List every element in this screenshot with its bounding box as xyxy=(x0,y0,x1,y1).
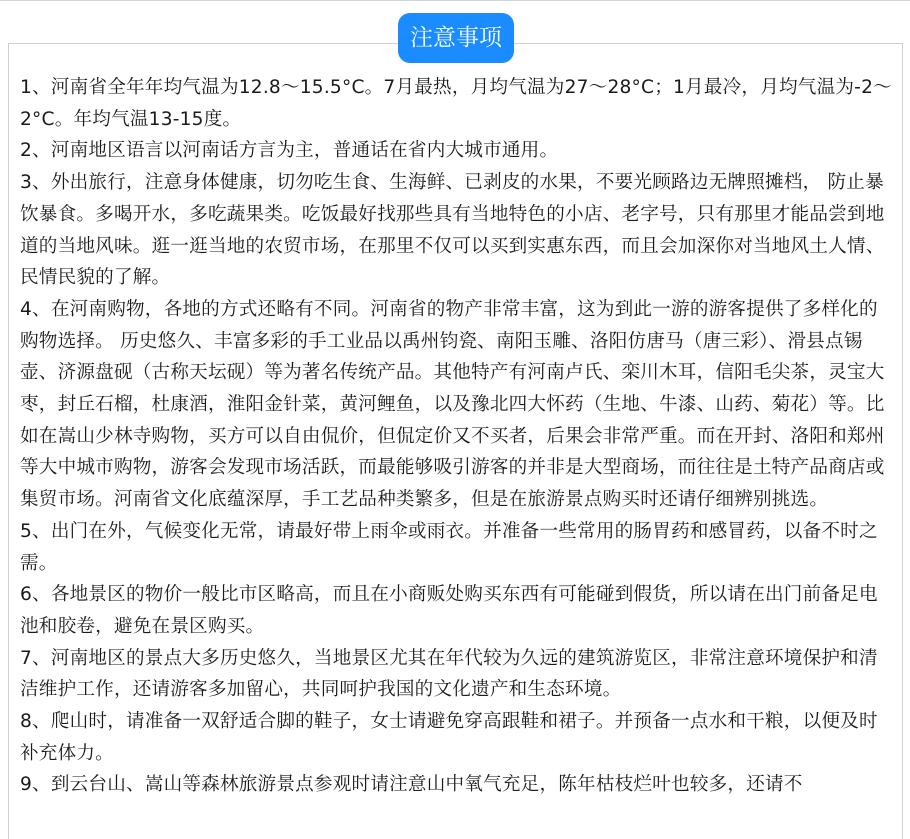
notes-list xyxy=(20,72,894,801)
list-item: 3、外出旅行，注意身体健康，切勿吃生食、生海鲜、已剥皮的水果，不要光顾路边无牌照摊档， 防止暴饮暴食。多喝开水，多吃蔬果类。吃饭最好找那些具有当地特色的小店、老字号，只有那里才能品尝到地道的当地风味。逛一逛当地的农贸市场，在那里不仅可以买到实惠东西，而且会加深你对当地风土人情、民情民貌的了解。 xyxy=(20,172,885,289)
list-item: 5、出门在外，气候变化无常，请最好带上雨伞或雨衣。并准备一些常用的肠胃药和感冒药，以备不时之需。 xyxy=(20,520,878,574)
list-item: 9、到云台山、嵩山等森林旅游景点参观时请注意山中氧气充足，陈年枯枝烂叶也较多，还请不 xyxy=(20,774,803,796)
list-item: 1、河南省全年年均气温为12.8～15.5°C。7月最热，月均气温为27～28°C；1月最冷，月均气温为-2～2°C。年均气温13-15度。 xyxy=(20,77,892,130)
list-item: 7、河南地区的景点大多历史悠久，当地景区尤其在年代较为久远的建筑游览区，非常注意环境保护和清洁维护工作，还请游客多加留心，共同呵护我国的文化遗产和生态环境。 xyxy=(20,647,878,701)
list-item: 8、爬山时，请准备一双舒适合脚的鞋子，女士请避免穿高跟鞋和裙子。并预备一点水和干粮，以便及时补充体力。 xyxy=(20,711,878,764)
page-title: 注意事项 xyxy=(398,13,514,63)
list-item: 2、河南地区语言以河南话方言为主，普通话在省内大城市通用。 xyxy=(20,140,559,162)
top-divider xyxy=(0,0,910,1)
list-item: 6、各地景区的物价一般比市区略高，而且在小商贩处购买东西有可能碰到假货，所以请在出门前备足电池和胶卷，避免在景区购买。 xyxy=(20,584,878,637)
list-item: 4、在河南购物，各地的方式还略有不同。河南省的物产非常丰富，这为到此一游的游客提供了多样化的购物选择。 历史悠久、丰富多彩的手工业品以禹州钧瓷、南阳玉雕、洛阳仿唐马（唐三彩）、滑县点锡壶、济源盘砚（古称天坛砚）等为著名传统产品。其他特产有河南卢氏、栾川木耳，信阳毛尖茶，灵宝大枣，封丘石榴，杜康酒，淮阳金针菜，黄河鲤鱼，以及豫北四大怀药（生地、牛漆、山药、菊花）等。比如在嵩山少林寺购物，买方可以自由侃价，但侃定价又不买者，后果会非常严重。而在开封、洛阳和郑州等大中城市购物，游客会发现市场活跃，而最能够吸引游客的并非是大型商场，而往往是土特产品商店或集贸市场。河南省文化底蕴深厚，手工艺品种类繁多，但是在旅游景点购买时还请仔细辨别挑选。 xyxy=(20,298,885,511)
